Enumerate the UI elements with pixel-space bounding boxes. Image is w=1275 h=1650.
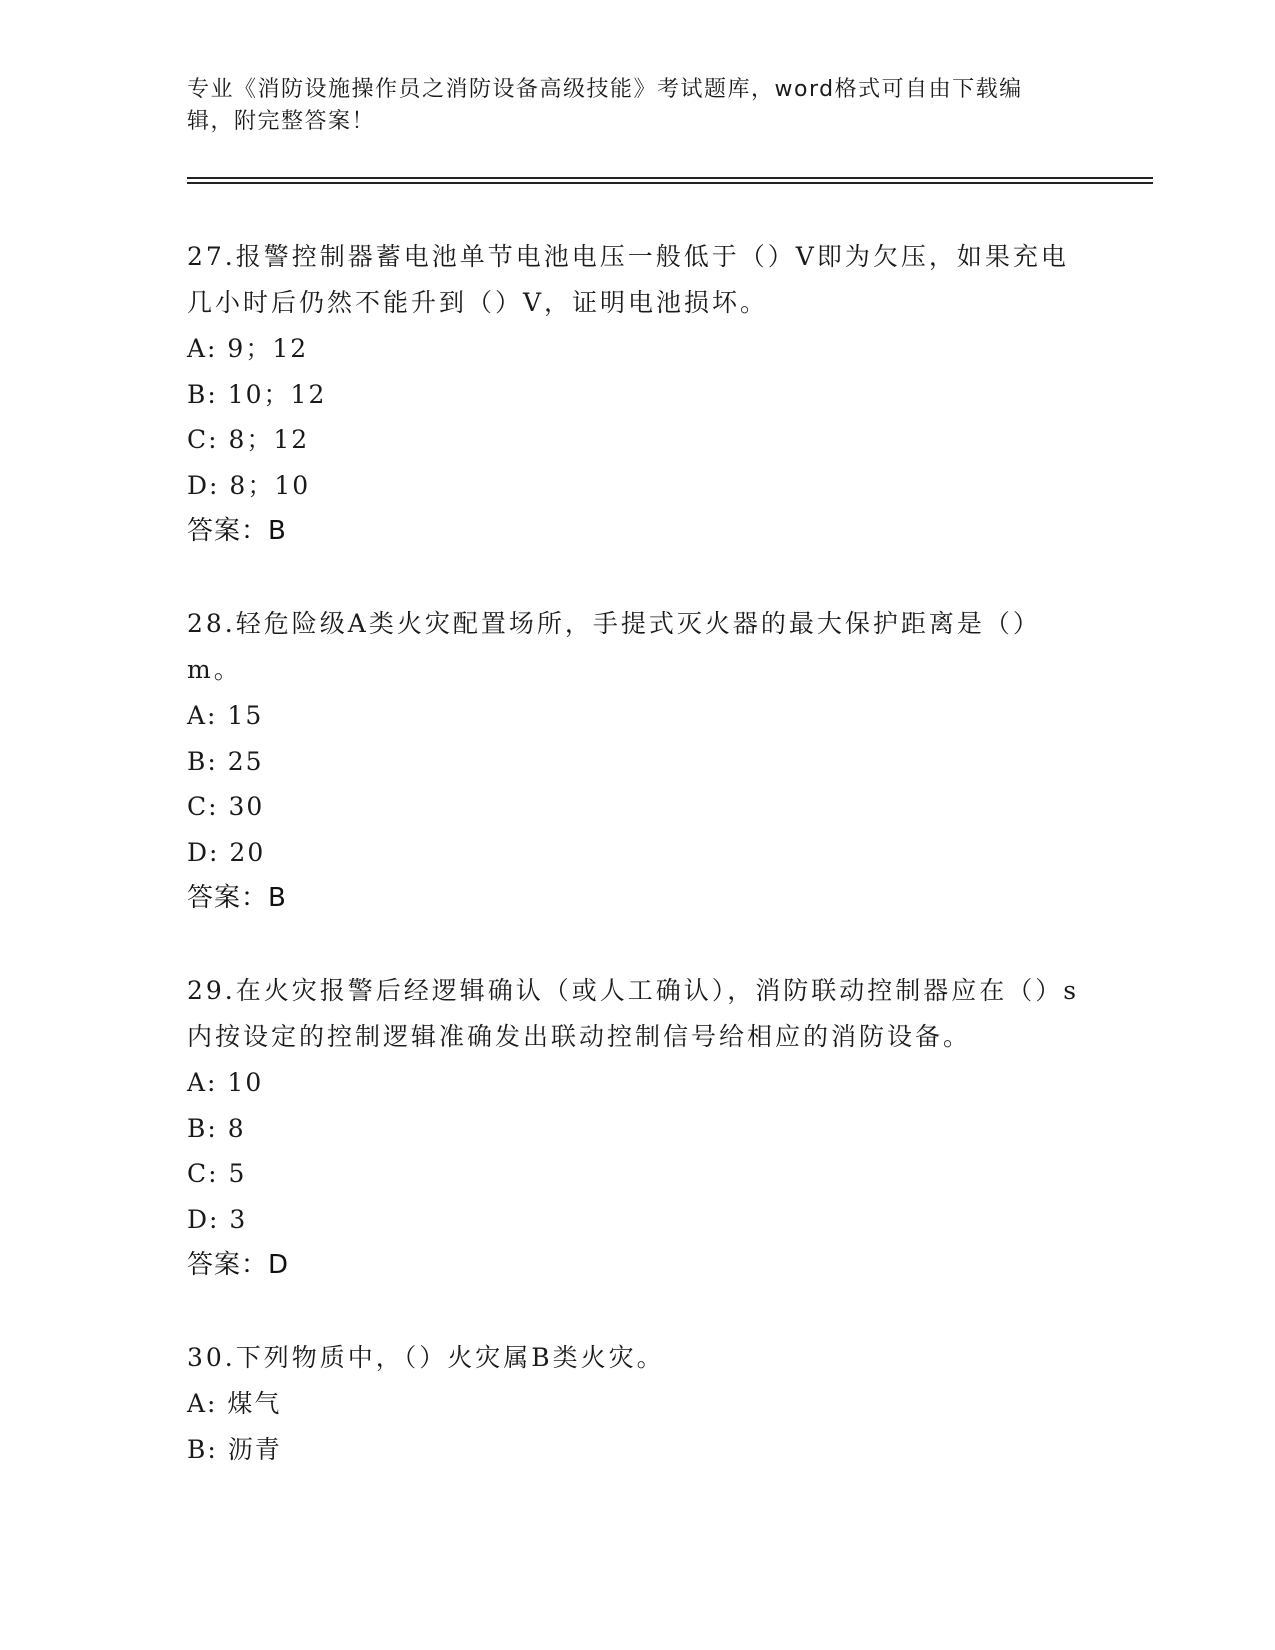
option-d: D: 8；10 <box>187 470 311 500</box>
header-divider-top <box>187 177 1153 179</box>
option-a: A: 煤气 <box>187 1389 282 1418</box>
question-29 <box>187 968 1087 1288</box>
option-c: C: 5 <box>187 1159 247 1188</box>
option-a: A: 9；12 <box>187 334 309 363</box>
question-list <box>187 234 1087 1519</box>
document-header: 专业《消防设施操作员之消防设备高级技能》考试题库，word格式可自由下载编辑，附完整答案！ <box>187 77 1023 134</box>
question-stem: 27.报警控制器蓄电池单节电池电压一般低于（）V即为欠压，如果充电几小时后仍然不能升到（）V，证明电池损坏。 <box>187 242 1069 317</box>
option-d: D: 20 <box>187 837 266 867</box>
question-stem: 29.在火灾报警后经逻辑确认（或人工确认），消防联动控制器应在（）s内按设定的控制逻辑准确发出联动控制信号给相应的消防设备。 <box>187 976 1080 1051</box>
question-stem: 28.轻危险级A类火灾配置场所，手提式灭火器的最大保护距离是（）m。 <box>187 609 1041 684</box>
question-27 <box>187 234 1087 554</box>
question-30 <box>187 1335 1087 1472</box>
option-b: B: 25 <box>187 746 264 776</box>
answer-line: 答案：B <box>187 516 287 546</box>
option-c: C: 8；12 <box>187 425 310 454</box>
option-a: A: 15 <box>187 701 264 730</box>
answer-line: 答案：D <box>187 1250 290 1280</box>
option-c: C: 30 <box>187 792 265 821</box>
option-b: B: 8 <box>187 1113 246 1143</box>
question-28 <box>187 601 1087 921</box>
option-a: A: 10 <box>187 1068 264 1097</box>
option-d: D: 3 <box>187 1204 248 1234</box>
option-b: B: 10；12 <box>187 379 327 409</box>
option-b: B: 沥青 <box>187 1434 282 1464</box>
answer-line: 答案：B <box>187 883 287 913</box>
header-divider-bottom <box>187 182 1153 184</box>
question-stem: 30.下列物质中，（）火灾属B类火灾。 <box>187 1343 665 1372</box>
